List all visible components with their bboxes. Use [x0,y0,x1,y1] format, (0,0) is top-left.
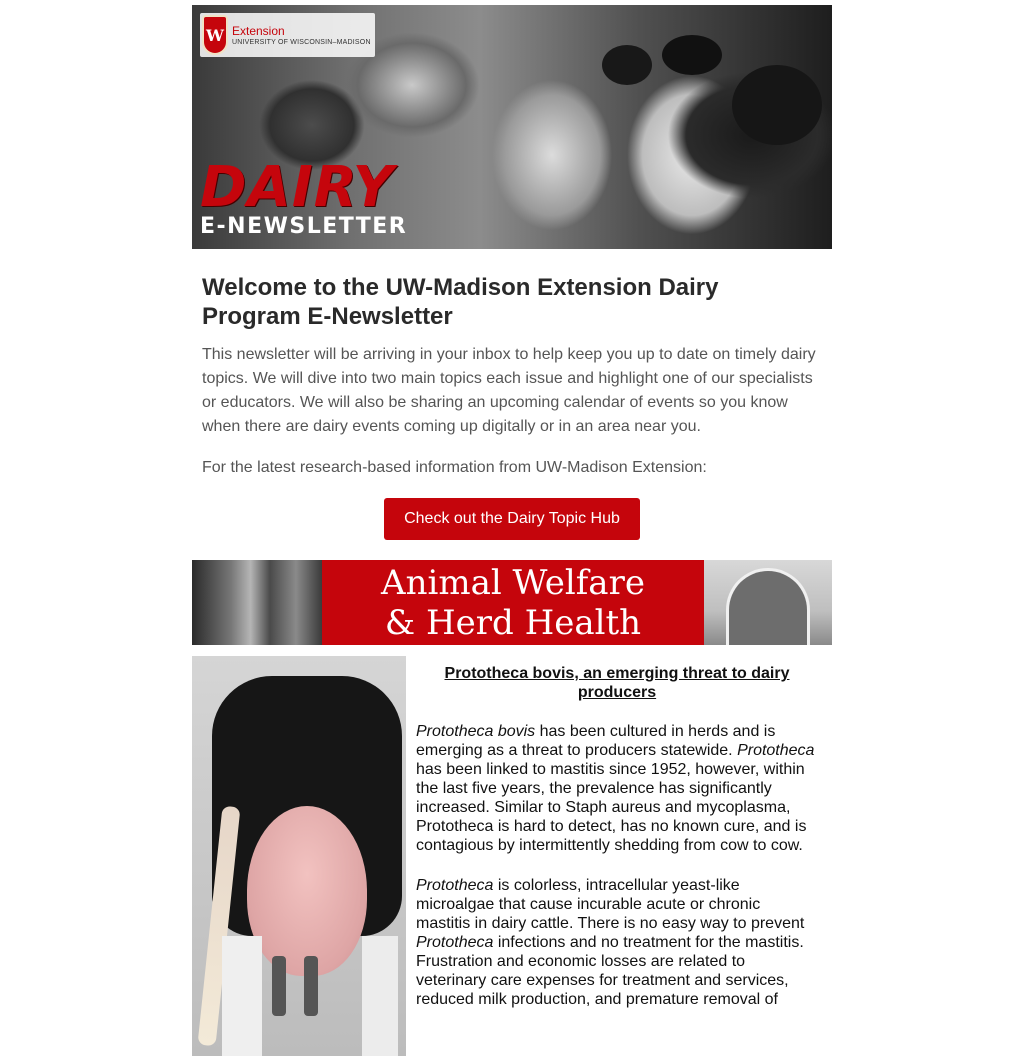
article-paragraph: Prototheca is colorless, intracellular yeast-like microalgae that cause incurable acute or chronic mastitis in dairy cattle. There is no easy way to prevent Prototheca infections and no treatment for the mastitis. Frustration and economic losses are related to veterinary care expenses for treatment and services, reduced milk production, and premature removal of [416,877,805,1008]
dairy-topic-hub-button[interactable]: Check out the Dairy Topic Hub [384,498,640,540]
cow-udder-photo [192,656,406,1056]
cow-image [662,35,722,75]
hero-banner [192,5,832,249]
section-banner [192,560,832,645]
section-title [322,560,704,645]
cow-image [602,45,652,85]
logo-name: Extension [232,23,285,38]
uw-crest-icon [202,15,228,55]
cow-image [732,65,822,145]
section-title-line: Animal Welfare [381,563,645,603]
section-title-line: & Herd Health [384,603,642,643]
calf-hutch-photo [704,560,832,645]
milking-photo [192,560,322,645]
intro-section [192,249,832,540]
uw-extension-logo[interactable] [200,13,375,57]
intro-paragraph: This newsletter will be arriving in your inbox to help keep you up to date on timely dairy topics. We will dive into two main topics each issue and highlight one of our specialists or educators. We will also be sharing an upcoming calendar of events so you know when there are dairy events coming up digitally or in an area near you. [202,346,816,435]
article-body [406,656,832,1056]
newsletter [192,5,832,1056]
article [192,656,832,1056]
intro-heading: Welcome to the UW-Madison Extension Dairy Program E-Newsletter [202,274,719,330]
brand-subtitle: E-NEWSLETTER [200,214,408,239]
logo-subtitle: UNIVERSITY OF WISCONSIN–MADISON [232,38,371,46]
intro-paragraph: For the latest research-based information from UW-Madison Extension: [202,459,707,476]
article-title-link[interactable]: Prototheca bovis, an emerging threat to dairy producers [444,665,790,701]
newsletter-brand [200,155,408,239]
article-paragraph: Prototheca bovis has been cultured in herds and is emerging as a threat to producers statewide. Prototheca has been linked to mastitis since 1952, however, within the last five years, the prevalence has significantly increased. Similar to Staph aureus and mycoplasma, Prototheca is hard to detect, has no known cure, and is contagious by intermittently shedding from cow to cow. [416,723,815,854]
brand-title: DAIRY [200,155,395,220]
